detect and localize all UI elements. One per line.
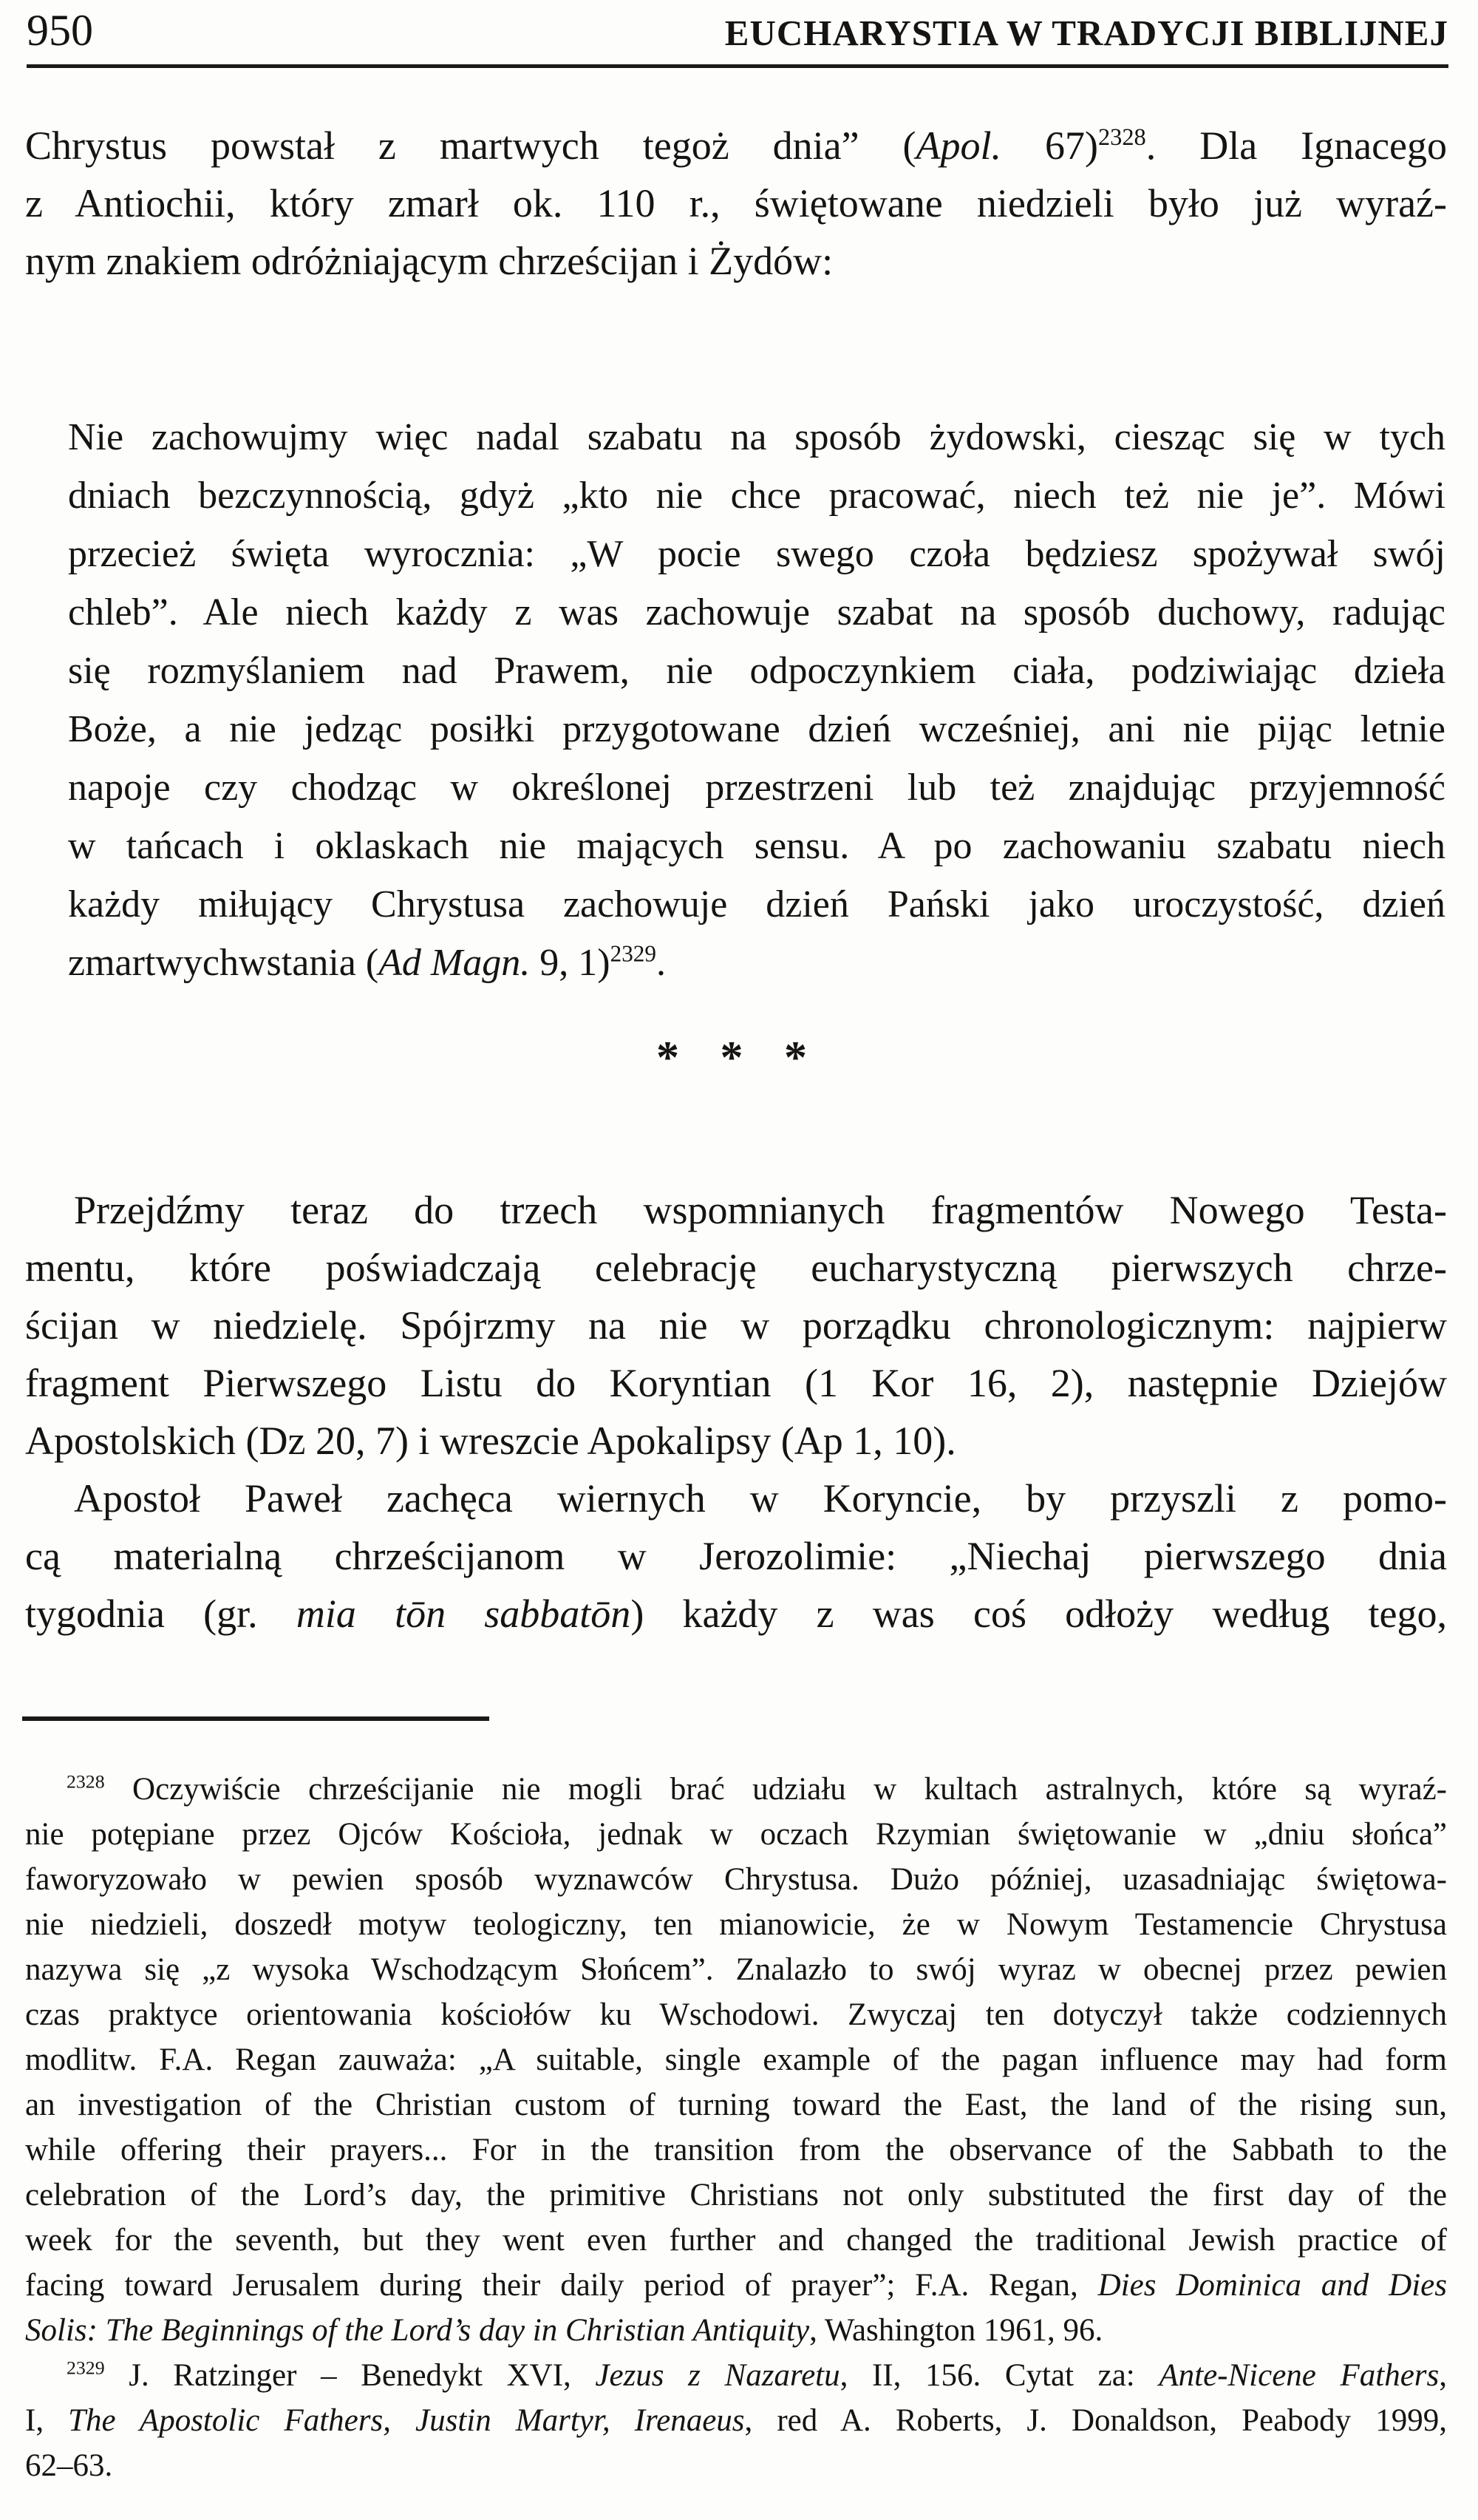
text-line: Apostoł Paweł zachęca wiernych w Koryncie, by przyszli z pomo- (74, 1476, 1447, 1521)
text-line: faworyzowało w pewien sposób wyznawców Chrystusa. Dużo później, uzasadniając świętowa- (25, 1862, 1447, 1897)
text-line: przecież święta wyrocznia: „W pocie swego czoła będziesz spożywał swój (68, 533, 1445, 575)
text-line: nym znakiem odróżniającym chrześcijan i Żydów: (25, 239, 834, 283)
section-break-stars: * * * (656, 1033, 822, 1083)
text-line: celebration of the Lord’s day, the primitive Christians not only substituted the first day of the (25, 2178, 1447, 2212)
text-line: Boże, a nie jedząc posiłki przygotowane dzień wcześniej, ani nie pijąc letnie (68, 708, 1445, 750)
text-line: Nie zachowujmy więc nadal szabatu na sposób żydowski, ciesząc się w tych (68, 416, 1445, 458)
text-line: chleb”. Ale niech każdy z was zachowuje szabat na sposób duchowy, radując (68, 591, 1445, 634)
text-line: zmartwychwstania (Ad Magn. 9, 1)$^{2329}$. (68, 940, 666, 984)
text-line: Przejdźmy teraz do trzech wspomnianych fragmentów Nowego Testa- (74, 1188, 1447, 1232)
text-line: ścijan w niedzielę. Spójrzmy na nie w porządku chronologicznym: najpierw (25, 1303, 1447, 1348)
text-line: $^{2328}$ Oczywiście chrześcijanie nie mogli brać udziału w kultach astralnych, które są wyraź- (67, 1770, 1447, 1807)
text-line: an investigation of the Christian custom of turning toward the East, the land of the rising sun, (25, 2088, 1447, 2122)
footnote-2328 (25, 1767, 1447, 2353)
text-line: cą materialną chrześcijanom w Jerozolimie: „Niechaj pierwszego dnia (25, 1534, 1447, 1578)
text-line: czas praktyce orientowania kościołów ku Wschodowi. Zwyczaj ten dotyczył także codziennych (25, 1997, 1447, 2032)
text-line: I, The Apostolic Fathers, Justin Martyr, Irenaeus, red A. Roberts, J. Donaldson, Peabody 1999, (25, 2403, 1447, 2438)
text-line: tygodnia (gr. mia tōn sabbatōn) każdy z was coś odłoży według tego, (25, 1592, 1447, 1636)
text-line: nazywa się „z wysoka Wschodzącym Słońcem”. Znalazło to swój wyraz w obecnej przez pewien (25, 1952, 1447, 1987)
paragraph-3 (25, 1470, 1447, 1643)
text-line: modlitw. F.A. Regan zauważa: „A suitable, single example of the pagan influence may had form (25, 2042, 1447, 2077)
text-line: nie niedzieli, doszedł motyw teologiczny, ten mianowicie, że w Nowym Testamencie Chrystusa (25, 1907, 1447, 1942)
text-line: fragment Pierwszego Listu do Koryntian (1 Kor 16, 2), następnie Dziejów (25, 1361, 1447, 1405)
footnote-rule (22, 1716, 489, 1721)
text-line: 62–63. (25, 2448, 113, 2483)
text-line: napoje czy chodząc w określonej przestrzeni lub też znajdując przyjemność (68, 767, 1445, 809)
text-line: while offering their prayers... For in the transition from the observance of the Sabbath to the (25, 2133, 1447, 2167)
text-line: nie potępiane przez Ojców Kościoła, jednak w oczach Rzymian świętowanie w „dniu słońca” (25, 1817, 1447, 1852)
text-line: $^{2329}$ J. Ratzinger – Benedykt XVI, Jezus z Nazaretu, II, 156. Cytat za: Ante-Nicene Fathers, (67, 2357, 1447, 2393)
text-line: Solis: The Beginnings of the Lord’s day in Christian Antiquity, Washington 1961, 96. (25, 2313, 1103, 2348)
running-title: EUCHARYSTIA W TRADYCJI BIBLIJNEJ (724, 13, 1448, 53)
text-line: z Antiochii, który zmarł ok. 110 r., świętowane niedzieli było już wyraź- (25, 181, 1447, 225)
block-quote (68, 408, 1445, 992)
text-line: facing toward Jerusalem during their daily period of prayer”; F.A. Regan, Dies Dominica and Dies (25, 2268, 1447, 2303)
text-line: w tańcach i oklaskach nie mających sensu. A po zachowaniu szabatu niech (68, 825, 1445, 867)
paragraph-1 (25, 117, 1447, 290)
text-line: się rozmyślaniem nad Prawem, nie odpoczynkiem ciała, podziwiając dzieła (68, 650, 1445, 692)
text-line: dniach bezczynnością, gdyż „kto nie chce pracować, niech też nie je”. Mówi (68, 475, 1445, 517)
text-line: week for the seventh, but they went even further and changed the traditional Jewish practice of (25, 2223, 1447, 2258)
text-line: mentu, które poświadczają celebrację eucharystyczną pierwszych chrze- (25, 1246, 1447, 1290)
page-header (27, 6, 1448, 55)
footnote-2329 (25, 2353, 1447, 2488)
text-line: Apostolskich (Dz 20, 7) i wreszcie Apokalipsy (Ap 1, 10). (25, 1419, 956, 1463)
header-rule (27, 64, 1448, 68)
text-line: Chrystus powstał z martwych tegoż dnia” (Apol. 67)$^{2328}$. Dla Ignacego (25, 123, 1448, 168)
text-line: każdy miłujący Chrystusa zachowuje dzień Pański jako uroczystość, dzień (68, 883, 1445, 926)
footnotes-section (25, 1767, 1447, 2488)
paragraph-2 (25, 1181, 1447, 1470)
page-number: 950 (27, 6, 93, 55)
